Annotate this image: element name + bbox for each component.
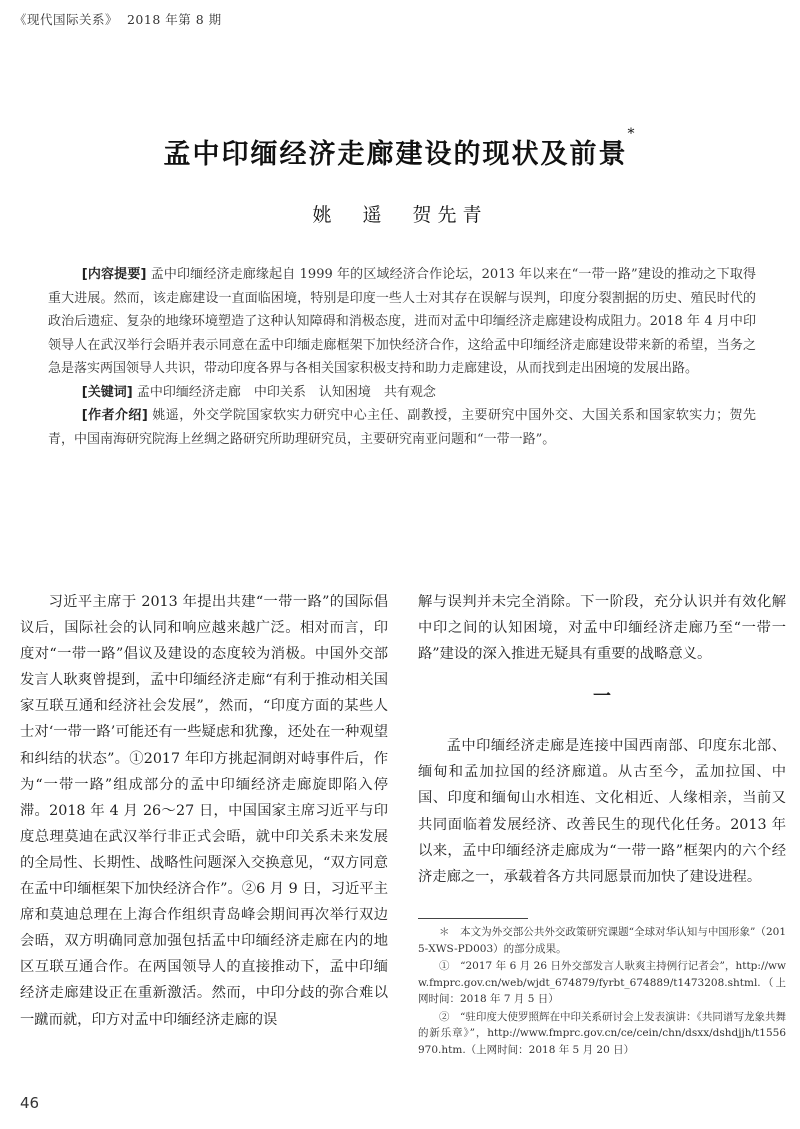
running-header	[14, 10, 222, 28]
body-paragraph: 解与误判并未完全消除。下一阶段，充分认识并有效化解中印之间的认知困境，对孟中印缅经济走廊乃至“一带一路”建设的深入推进无疑具有重要的战略意义。	[418, 594, 786, 663]
author-info-text: 姚遥，外交学院国家软实力研究中心主任、副教授，主要研究中国外交、大国关系和国家软实力；贺先青，中国南海研究院海上丝绸之路研究所助理研究员，主要研究南亚问题和“一带一路”。	[48, 408, 756, 447]
keywords-label: [关键词]	[81, 384, 133, 400]
journal-name: 《现代国际关系》	[14, 12, 119, 27]
footnote-star: ＊ 本文为外交部公共外交政策研究课题“全球对华认知与中国形象”（2015-XWS-PD003）的部分成果。	[418, 926, 786, 955]
body-paragraph: 习近平主席于 2013 年提出共建“一带一路”的国际倡议后，国际社会的认同和响应越来越广泛。相对而言，印度对“一带一路”倡议及建设的态度较为消极。中国外交部发言人耿爽曾提到，孟中印缅经济走廊“有利于推动相关国家互联互通和经济社会发展”，然而，“印度方面的某些人士对‘一带一路’可能还有一些疑虑和犹豫，还处在一种观望和纠结的状态”。①2017 年印方挑起洞朗对峙事件后，作为“一带一路”组成部分的孟中印缅经济走廊旋即陷入停滞。2018 年 4 月 26～27 日，中国国家主席习近平与印度总理莫迪在武汉举行非正式会晤，就中印关系未来发展的全局性、长期性、战略性问题深入交换意见，“双方同意在孟中印缅框架下加快经济合作”。②6 月 9 日，习近平主席和莫迪总理在上海合作组织青岛峰会期间再次举行双边会晤，双方明确同意加强包括孟中印缅经济走廊在内的地区互联互通合作。在两国领导人的直接推动下，孟中印缅经济走廊建设正在重新激活。然而，中印分歧的弥合难以一蹴而就，印方对孟中印缅经济走廊的误	[20, 594, 388, 1028]
footnote-2: ② “驻印度大使罗照辉在中印关系研讨会上发表演讲：《共同谱写龙象共舞的新乐章》”，http://www.fmprc.gov.cn/ce/cein/chn/dsxx/dshdjjh/t1556970.htm.（上网时间：2018 年 5 月 20 日）	[418, 1010, 786, 1056]
body-paragraph: 孟中印缅经济走廊是连接中国西南部、印度东北部、缅甸和孟加拉国的经济廊道。从古至今，孟加拉国、中国、印度和缅甸山水相连、文化相近、人缘相亲，当前又共同面临着发展经济、改善民生的现代化任务。2013 年以来，孟中印缅经济走廊成为“一带一路”框架内的六个经济走廊之一，承载着各方共同愿景而加快了建设进程。	[418, 738, 786, 885]
author-info-label: [作者介绍]	[81, 408, 148, 423]
footnote-1: ① “2017 年 6 月 26 日外交部发言人耿爽主持例行记者会”，http://www.fmprc.gov.cn/web/wjdt_674879/fyrbt_674889/t1473208.shtml.（上网时间：2018 年 7 月 5 日）	[418, 960, 786, 1005]
abstract-keywords	[48, 381, 756, 405]
keywords-text: 孟中印缅经济走廊 中印关系 认知困境 共有观念	[136, 384, 436, 400]
issue-number: 2018 年第 8 期	[126, 12, 222, 27]
summary-label: [内容提要]	[81, 267, 147, 282]
article-title	[0, 126, 800, 171]
article-title-text: 孟中印缅经济走廊建设的现状及前景	[163, 139, 628, 170]
footnotes	[418, 924, 786, 1059]
abstract-author-info	[48, 404, 756, 451]
section-heading: 一	[593, 686, 611, 708]
article-authors: 姚 遥 贺先青	[312, 204, 488, 226]
body-column-left	[20, 589, 388, 1033]
summary-text: 孟中印缅经济走廊缘起自 1999 年的区域经济合作论坛，2013 年以来在“一带一路”建设的推动之下取得重大进展。然而，该走廊建设一直面临困境，特别是印度一些人士对其存在误解与误判，印度分裂割据的历史、殖民时代的政治后遗症、复杂的地缘环境塑造了这种认知障碍和消极态度，进而对孟中印缅经济走廊建设构成阻力。2018 年 4 月中印领导人在武汉举行会晤并表示同意在孟中印缅走廊框架下加快经济合作，这给孟中印缅经济走廊建设带来新的希望，当务之急是落实两国领导人共识，带动印度各界与各相关国家积极支持和助力走廊建设，从而找到走出困境的发展出路。	[48, 267, 757, 376]
abstract-block	[48, 263, 756, 451]
abstract-summary	[48, 263, 756, 381]
page-number: 46	[20, 1094, 40, 1112]
title-footnote-marker: *	[627, 126, 637, 142]
footnote-divider	[418, 918, 528, 919]
body-column-right	[418, 589, 786, 890]
